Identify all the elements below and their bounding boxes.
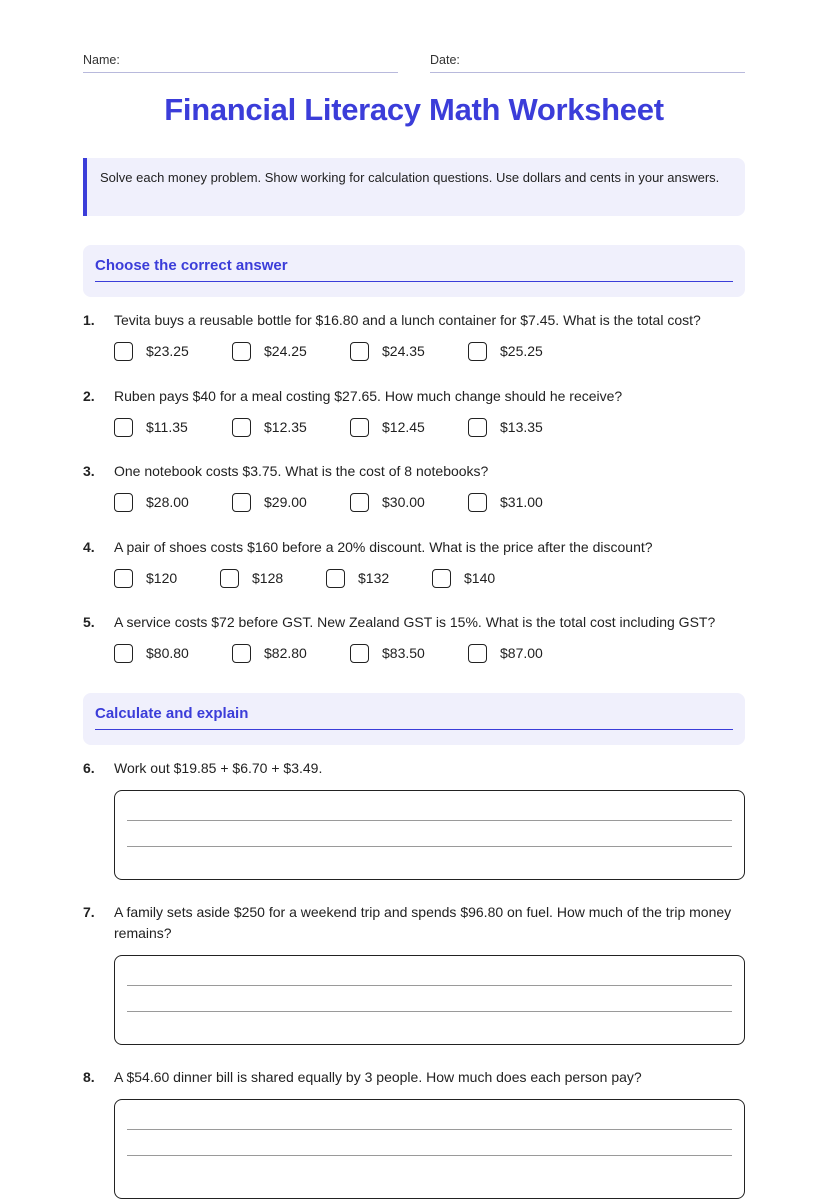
- option-label: $24.25: [264, 343, 307, 359]
- option-label: $24.35: [382, 343, 425, 359]
- section-underline: [95, 281, 733, 282]
- answer-box[interactable]: [114, 790, 745, 880]
- question-number: 4.: [83, 539, 95, 555]
- question-number: 5.: [83, 614, 95, 630]
- option-label: $29.00: [264, 494, 307, 510]
- checkbox[interactable]: [114, 644, 133, 663]
- option-label: $31.00: [500, 494, 543, 510]
- checkbox[interactable]: [232, 342, 251, 361]
- checkbox[interactable]: [114, 418, 133, 437]
- question-text: Ruben pays $40 for a meal costing $27.65. How much change should he receive?: [114, 388, 623, 404]
- date-field[interactable]: [430, 52, 745, 73]
- answer-line: [127, 1011, 732, 1012]
- section-title: Calculate and explain: [95, 705, 249, 722]
- option-label: $82.80: [264, 645, 307, 661]
- option-label: $30.00: [382, 494, 425, 510]
- question-text: Tevita buys a reusable bottle for $16.80 and a lunch container for $7.45. What is the total cost?: [114, 312, 701, 328]
- section-title: Choose the correct answer: [95, 257, 288, 274]
- option-label: $120: [146, 570, 178, 586]
- question-text: One notebook costs $3.75. What is the cost of 8 notebooks?: [114, 463, 489, 479]
- question-number: 7.: [83, 904, 95, 920]
- checkbox[interactable]: [326, 569, 345, 588]
- option-label: $11.35: [146, 419, 188, 435]
- instructions-box: Solve each money problem. Show working for calculation questions. Use dollars and cents in your answers.: [83, 158, 745, 216]
- question-number: 8.: [83, 1069, 95, 1085]
- checkbox[interactable]: [350, 644, 369, 663]
- question-text: A service costs $72 before GST. New Zealand GST is 15%. What is the total cost including GST?: [114, 614, 716, 630]
- answer-line: [127, 1155, 732, 1156]
- option-label: $80.80: [146, 645, 189, 661]
- name-label: Name:: [83, 53, 120, 67]
- question-text: A $54.60 dinner bill is shared equally by 3 people. How much does each person pay?: [114, 1069, 642, 1085]
- option-label: $28.00: [146, 494, 189, 510]
- question-text: Work out $19.85 + $6.70 + $3.49.: [114, 760, 323, 776]
- option-label: $12.45: [382, 419, 425, 435]
- option-label: $25.25: [500, 343, 543, 359]
- option-label: $83.50: [382, 645, 425, 661]
- checkbox[interactable]: [432, 569, 451, 588]
- page-title: Financial Literacy Math Worksheet: [164, 92, 664, 127]
- option-label: $12.35: [264, 419, 307, 435]
- question-text: A pair of shoes costs $160 before a 20% discount. What is the price after the discount?: [114, 539, 653, 555]
- section-calculate: [83, 693, 745, 745]
- checkbox[interactable]: [114, 569, 133, 588]
- date-label: Date:: [430, 53, 460, 67]
- section-underline: [95, 729, 733, 730]
- checkbox[interactable]: [350, 342, 369, 361]
- checkbox[interactable]: [468, 644, 487, 663]
- question-number: 3.: [83, 463, 95, 479]
- question-number: 1.: [83, 312, 95, 328]
- answer-line: [127, 846, 732, 847]
- option-label: $128: [252, 570, 284, 586]
- question-number: 6.: [83, 760, 95, 776]
- option-label: $140: [464, 570, 496, 586]
- checkbox[interactable]: [468, 342, 487, 361]
- checkbox[interactable]: [350, 493, 369, 512]
- checkbox[interactable]: [220, 569, 239, 588]
- checkbox[interactable]: [114, 342, 133, 361]
- checkbox[interactable]: [468, 493, 487, 512]
- option-label: $87.00: [500, 645, 543, 661]
- answer-line: [127, 1129, 732, 1130]
- checkbox[interactable]: [232, 418, 251, 437]
- checkbox[interactable]: [114, 493, 133, 512]
- name-field[interactable]: [83, 52, 398, 73]
- question-number: 2.: [83, 388, 95, 404]
- checkbox[interactable]: [350, 418, 369, 437]
- answer-line: [127, 985, 732, 986]
- answer-box[interactable]: [114, 955, 745, 1045]
- checkbox[interactable]: [232, 493, 251, 512]
- option-label: $132: [358, 570, 390, 586]
- answer-box[interactable]: [114, 1099, 745, 1199]
- option-label: $13.35: [500, 419, 543, 435]
- checkbox[interactable]: [468, 418, 487, 437]
- answer-line: [127, 820, 732, 821]
- section-multiple-choice: [83, 245, 745, 297]
- question-text: A family sets aside $250 for a weekend trip and spends $96.80 on fuel. How much of the trip money remains?: [114, 904, 732, 941]
- option-label: $23.25: [146, 343, 189, 359]
- checkbox[interactable]: [232, 644, 251, 663]
